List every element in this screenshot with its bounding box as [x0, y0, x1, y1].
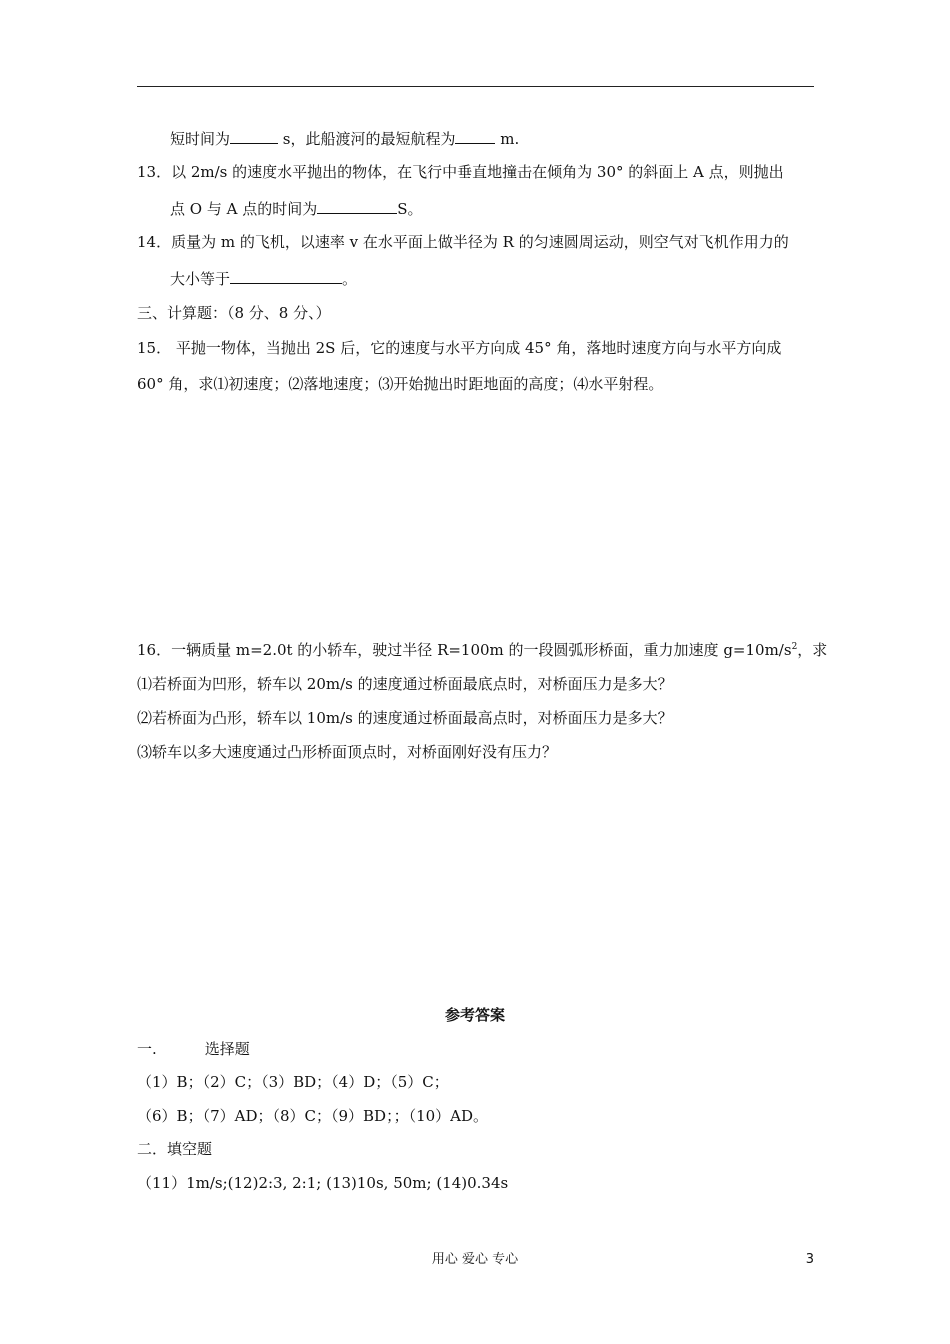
q16-exponent: 2 — [791, 642, 798, 652]
answers-section-1-number: 一. — [137, 1040, 157, 1058]
page-number: 3 — [805, 1252, 814, 1267]
answers-title: 参考答案 — [444, 1006, 505, 1024]
q12-text-a: 短时间为 — [170, 130, 231, 148]
answers-row-3: （11）1m/s;(12)2:3, 2:1; (13)10s, 50m; (14)0.34s — [137, 1174, 509, 1192]
section-3-heading: 三、计算题：（8 分、8 分、） — [137, 304, 331, 322]
q16-part2: ⑵若桥面为凸形，轿车以 10m/s 的速度通过桥面最高点时，对桥面压力是多大？ — [137, 709, 673, 727]
q14-blank[interactable] — [230, 268, 342, 284]
q13-text-b: S。 — [397, 200, 423, 218]
q12-blank-time[interactable] — [230, 128, 278, 144]
q12-blank-distance[interactable] — [455, 128, 495, 144]
q13-line1: 13．以 2m/s 的速度水平抛出的物体，在飞行中垂直地撞击在倾角为 30° 的斜面上 A 点，则抛出 — [137, 163, 784, 181]
q13-blank[interactable] — [317, 198, 397, 214]
answers-row-2: （6）B；（7）AD；（8）C；（9）BD；；（10）AD。 — [137, 1107, 489, 1125]
answers-row-1: （1）B；（2）C；（3）BD；（4）D；（5）C； — [137, 1073, 449, 1091]
q16-part1: ⑴若桥面为凹形，轿车以 20m/s 的速度通过桥面最底点时，对桥面压力是多大？ — [137, 675, 673, 693]
q16-line1 — [137, 640, 827, 660]
q15-line2: 60° 角，求⑴初速度；⑵落地速度；⑶开始抛出时距地面的高度；⑷水平射程。 — [137, 375, 664, 393]
q16-part3: ⑶轿车以多大速度通过凸形桥面顶点时，对桥面刚好没有压力？ — [137, 743, 558, 761]
q14-line2 — [170, 268, 357, 289]
footer-slogan: 用心 爱心 专心 — [431, 1252, 519, 1267]
q16-text-a: 16．一辆质量 m=2.0t 的小轿车，驶过半径 R=100m 的一段圆弧形桥面，重力加速度 g=10m/s — [137, 641, 792, 659]
q12-text-c: m. — [495, 130, 520, 148]
q14-line1: 14．质量为 m 的飞机，以速率 v 在水平面上做半径为 R 的匀速圆周运动，则空气对飞机作用力的 — [137, 233, 789, 251]
q16-text-b: ，求 — [797, 641, 828, 659]
q12-line — [170, 128, 519, 149]
q13-line2 — [170, 198, 422, 219]
answers-section-1-label: 选择题 — [204, 1040, 250, 1058]
q13-text-a: 点 O 与 A 点的时间为 — [170, 200, 318, 218]
q14-text-a: 大小等于 — [170, 270, 231, 288]
q12-text-b: s，此船渡河的最短航程为 — [278, 130, 456, 148]
header-rule — [137, 86, 814, 87]
q14-text-b: 。 — [342, 270, 358, 288]
answers-section-2: 二．填空题 — [137, 1140, 213, 1158]
q15-line1: 15． 平抛一物体，当抛出 2S 后，它的速度与水平方向成 45° 角，落地时速度方向与水平方向成 — [137, 339, 782, 357]
answers-section-1 — [137, 1039, 250, 1059]
